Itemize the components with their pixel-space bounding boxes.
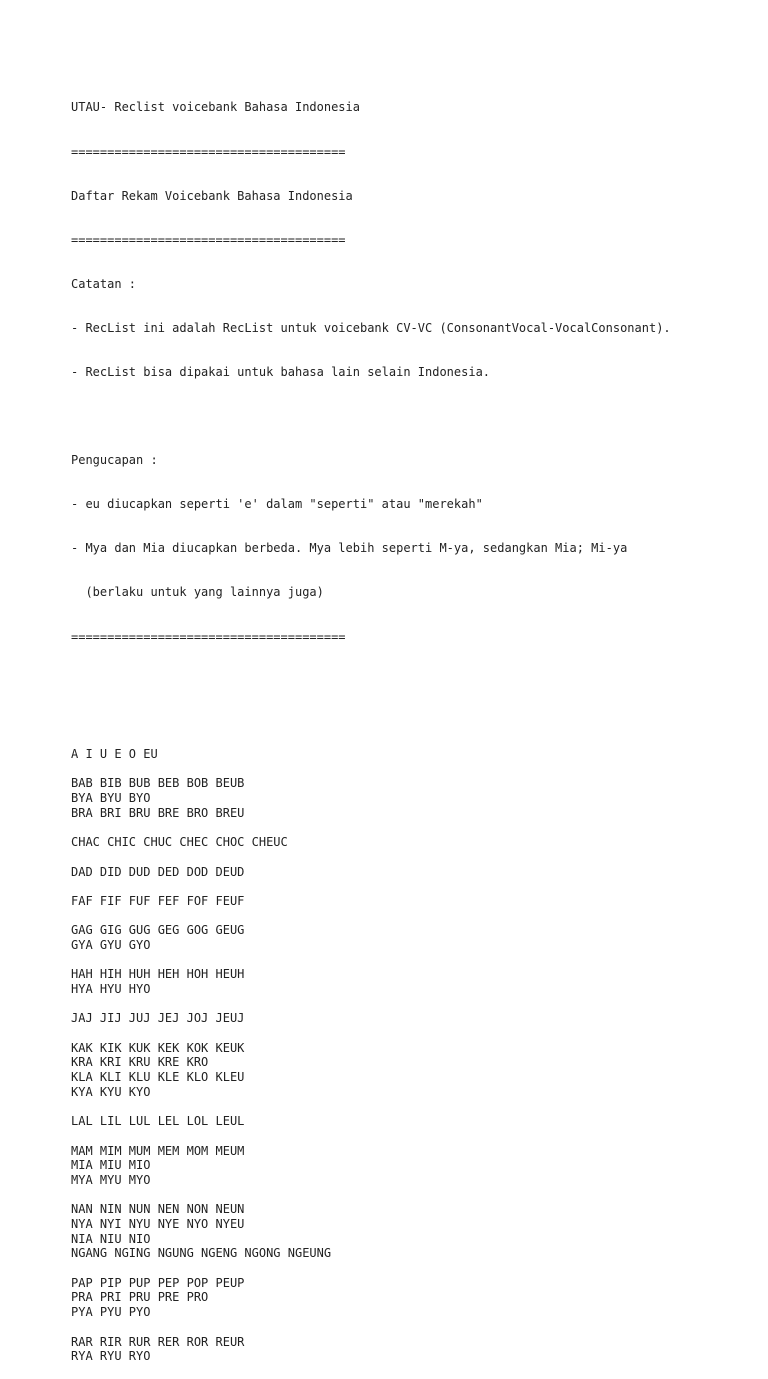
syllable-line: MIA MIU MIO	[71, 1158, 151, 1173]
syllable-line: LAL LIL LUL LEL LOL LEUL	[71, 1114, 245, 1129]
syllable-line: KRA KRI KRU KRE KRO	[71, 1055, 209, 1070]
syllable-line: JAJ JIJ JUJ JEJ JOJ JEUJ	[71, 1011, 245, 1026]
rule-divider: ======================================	[71, 232, 346, 247]
syllable-line: NAN NIN NUN NEN NON NEUN	[71, 1202, 245, 1217]
syllable-group	[71, 1041, 751, 1100]
spacer	[71, 409, 751, 424]
syllable-line: GYA GYU GYO	[71, 937, 151, 952]
syllable-group	[71, 865, 751, 880]
syllable-group	[71, 835, 751, 850]
syllable-line: CHAC CHIC CHUC CHEC CHOC CHEUC	[71, 835, 288, 850]
reclist-document	[71, 71, 751, 1379]
spacer	[71, 879, 751, 894]
syllable-group	[71, 1114, 751, 1129]
spacer	[71, 953, 751, 968]
syllable-line: BYA BYU BYO	[71, 791, 151, 806]
syllable-line: PRA PRI PRU PRE PRO	[71, 1290, 209, 1305]
syllable-group	[71, 1202, 751, 1261]
syllable-line: RAR RIR RUR RER ROR REUR	[71, 1334, 245, 1349]
syllable-line: MYA MYU MYO	[71, 1172, 151, 1187]
syllable-line: BRA BRI BRU BRE BRO BREU	[71, 805, 245, 820]
spacer	[71, 997, 751, 1012]
syllable-line: A I U E O EU	[71, 747, 158, 762]
syllable-line: HAH HIH HUH HEH HOH HEUH	[71, 967, 245, 982]
syllable-line: PAP PIP PUP PEP POP PEUP	[71, 1275, 245, 1290]
spacer	[71, 850, 751, 865]
syllable-group	[71, 894, 751, 909]
syllable-line: DAD DID DUD DED DOD DEUD	[71, 864, 245, 879]
spacer	[71, 1129, 751, 1144]
spacer	[71, 1188, 751, 1203]
syllable-list	[71, 747, 751, 1364]
rule-divider: ======================================	[71, 144, 346, 159]
syllable-group	[71, 1335, 751, 1364]
spacer	[71, 1100, 751, 1115]
pronunciation-line: - eu diucapkan seperti 'e' dalam "seperti" atau "merekah"	[71, 497, 483, 512]
syllable-line: FAF FIF FUF FEF FOF FEUF	[71, 893, 245, 908]
pronunciation-line: - Mya dan Mia diucapkan berbeda. Mya lebih seperti M-ya, sedangkan Mia; Mi-ya	[71, 541, 628, 556]
syllable-line: KYA KYU KYO	[71, 1084, 151, 1099]
spacer	[71, 1320, 751, 1335]
syllable-group	[71, 1144, 751, 1188]
syllable-line: PYA PYU PYO	[71, 1305, 151, 1320]
syllable-group	[71, 747, 751, 762]
syllable-group	[71, 923, 751, 952]
syllable-line: NYA NYI NYU NYE NYO NYEU	[71, 1217, 245, 1232]
pronunciation-line: (berlaku untuk yang lainnya juga)	[71, 585, 324, 600]
pronunciation-label: Pengucapan :	[71, 453, 158, 468]
document-subtitle: Daftar Rekam Voicebank Bahasa Indonesia	[71, 188, 353, 203]
spacer	[71, 820, 751, 835]
syllable-line: RYA RYU RYO	[71, 1349, 151, 1364]
syllable-group	[71, 1276, 751, 1320]
syllable-line: GAG GIG GUG GEG GOG GEUG	[71, 923, 245, 938]
syllable-line: KAK KIK KUK KEK KOK KEUK	[71, 1040, 245, 1055]
syllable-line: NGANG NGING NGUNG NGENG NGONG NGEUNG	[71, 1246, 332, 1261]
syllable-group	[71, 967, 751, 996]
note-line: - RecList bisa dipakai untuk bahasa lain selain Indonesia.	[71, 364, 491, 379]
note-line: - RecList ini adalah RecList untuk voicebank CV-VC (ConsonantVocal-VocalConsonant).	[71, 320, 671, 335]
syllable-group	[71, 776, 751, 820]
syllable-line: BAB BIB BUB BEB BOB BEUB	[71, 776, 245, 791]
syllable-line: HYA HYU HYO	[71, 982, 151, 997]
notes-label: Catatan :	[71, 276, 137, 291]
document-title: UTAU- Reclist voicebank Bahasa Indonesia	[71, 100, 360, 115]
spacer	[71, 909, 751, 924]
spacer	[71, 674, 751, 718]
rule-divider: ======================================	[71, 629, 346, 644]
syllable-line: MAM MIM MUM MEM MOM MEUM	[71, 1143, 245, 1158]
syllable-line: NIA NIU NIO	[71, 1231, 151, 1246]
spacer	[71, 1026, 751, 1041]
syllable-line: KLA KLI KLU KLE KLO KLEU	[71, 1070, 245, 1085]
spacer	[71, 762, 751, 777]
spacer	[71, 1261, 751, 1276]
